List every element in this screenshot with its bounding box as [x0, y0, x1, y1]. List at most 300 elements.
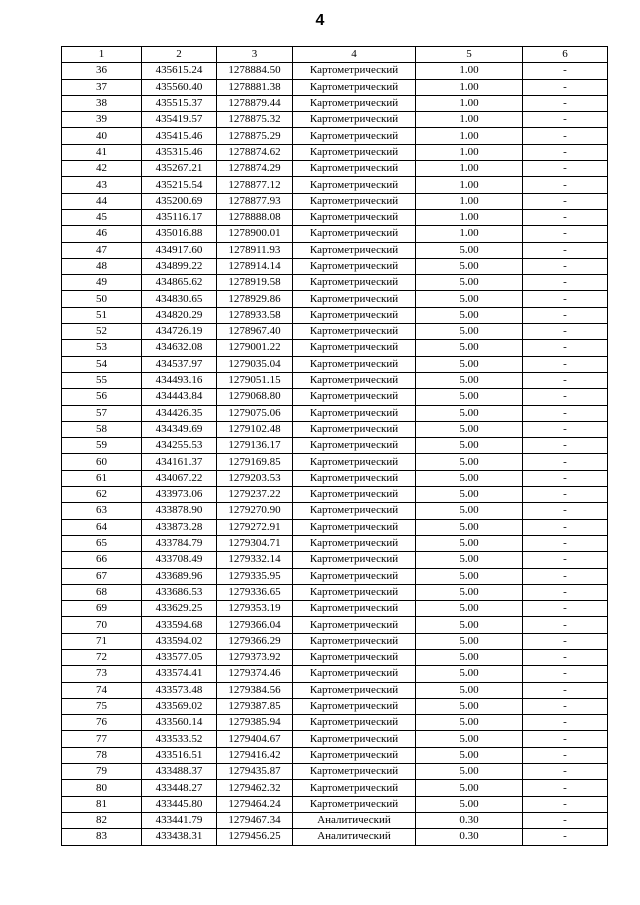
table-cell: 70: [62, 617, 142, 633]
table-row: [62, 682, 608, 698]
table-cell: 1278881.38: [217, 79, 293, 95]
table-cell: Картометрический: [293, 747, 416, 763]
table-cell: 434161.37: [142, 454, 217, 470]
table-cell: 433441.79: [142, 812, 217, 828]
table-cell: 77: [62, 731, 142, 747]
table-row: [62, 780, 608, 796]
table-cell: 1279404.67: [217, 731, 293, 747]
table-cell: 52: [62, 324, 142, 340]
table-cell: Картометрический: [293, 112, 416, 128]
table-cell: Картометрический: [293, 764, 416, 780]
table-cell: Картометрический: [293, 389, 416, 405]
table-cell: 5.00: [416, 372, 523, 388]
table-cell: 1.00: [416, 226, 523, 242]
table-cell: 5.00: [416, 291, 523, 307]
table-cell: 1279001.22: [217, 340, 293, 356]
table-cell: -: [523, 95, 608, 111]
table-cell: 75: [62, 698, 142, 714]
header-cell: 1: [62, 47, 142, 63]
table-cell: 48: [62, 258, 142, 274]
table-cell: Картометрический: [293, 601, 416, 617]
table-row: [62, 487, 608, 503]
table-cell: 5.00: [416, 405, 523, 421]
table-cell: -: [523, 764, 608, 780]
table-cell: -: [523, 291, 608, 307]
table-cell: 434820.29: [142, 307, 217, 323]
table-row: [62, 731, 608, 747]
table-row: [62, 601, 608, 617]
table-cell: 54: [62, 356, 142, 372]
table-cell: -: [523, 307, 608, 323]
table-cell: Картометрический: [293, 95, 416, 111]
table-cell: Картометрический: [293, 242, 416, 258]
header-cell: 3: [217, 47, 293, 63]
table-cell: 5.00: [416, 666, 523, 682]
header-cell: 6: [523, 47, 608, 63]
table-cell: Картометрический: [293, 79, 416, 95]
table-cell: Картометрический: [293, 324, 416, 340]
table-row: [62, 307, 608, 323]
table-cell: -: [523, 421, 608, 437]
table-cell: 1279335.95: [217, 568, 293, 584]
table-cell: 1279304.71: [217, 535, 293, 551]
table-cell: 433438.31: [142, 829, 217, 845]
table-cell: 81: [62, 796, 142, 812]
table-row: [62, 568, 608, 584]
table-cell: 1279035.04: [217, 356, 293, 372]
table-row: [62, 128, 608, 144]
table-cell: Картометрический: [293, 617, 416, 633]
table-cell: 5.00: [416, 535, 523, 551]
table-row: [62, 405, 608, 421]
table-cell: 433973.06: [142, 487, 217, 503]
table-cell: 1278914.14: [217, 258, 293, 274]
table-cell: 435200.69: [142, 193, 217, 209]
table-row: [62, 666, 608, 682]
table-cell: 1.00: [416, 112, 523, 128]
table-cell: 80: [62, 780, 142, 796]
table-cell: -: [523, 552, 608, 568]
table-cell: 435615.24: [142, 63, 217, 79]
table-cell: 1279373.92: [217, 649, 293, 665]
table-cell: 1279336.65: [217, 584, 293, 600]
table-cell: 1.00: [416, 177, 523, 193]
table-row: [62, 226, 608, 242]
table-cell: -: [523, 519, 608, 535]
table-cell: Картометрический: [293, 438, 416, 454]
table-cell: 1279051.15: [217, 372, 293, 388]
table-cell: 5.00: [416, 617, 523, 633]
table-cell: 1278900.01: [217, 226, 293, 242]
table-cell: 64: [62, 519, 142, 535]
table-cell: 83: [62, 829, 142, 845]
table-cell: -: [523, 682, 608, 698]
table-cell: 435560.40: [142, 79, 217, 95]
table-cell: 433689.96: [142, 568, 217, 584]
table-cell: -: [523, 698, 608, 714]
table-cell: 1279203.53: [217, 470, 293, 486]
table-cell: 1278879.44: [217, 95, 293, 111]
table-cell: 5.00: [416, 389, 523, 405]
header-cell: 4: [293, 47, 416, 63]
table-cell: 5.00: [416, 356, 523, 372]
table-cell: 78: [62, 747, 142, 763]
table-cell: 5.00: [416, 747, 523, 763]
table-cell: 1.00: [416, 144, 523, 160]
table-cell: -: [523, 372, 608, 388]
table-cell: 73: [62, 666, 142, 682]
table-cell: -: [523, 731, 608, 747]
table-cell: 1278877.93: [217, 193, 293, 209]
table-cell: -: [523, 438, 608, 454]
table-row: [62, 698, 608, 714]
table-cell: Картометрический: [293, 405, 416, 421]
table-cell: 1278967.40: [217, 324, 293, 340]
table-cell: 5.00: [416, 487, 523, 503]
table-row: [62, 112, 608, 128]
table-cell: Картометрический: [293, 682, 416, 698]
table-cell: 5.00: [416, 764, 523, 780]
table-cell: 1279387.85: [217, 698, 293, 714]
table-cell: -: [523, 79, 608, 95]
table-cell: -: [523, 193, 608, 209]
table-cell: -: [523, 568, 608, 584]
table-cell: 433448.27: [142, 780, 217, 796]
table-cell: -: [523, 454, 608, 470]
table-cell: 39: [62, 112, 142, 128]
table-cell: 433784.79: [142, 535, 217, 551]
table-cell: Аналитический: [293, 812, 416, 828]
table-cell: 5.00: [416, 242, 523, 258]
table-cell: 5.00: [416, 715, 523, 731]
table-row: [62, 193, 608, 209]
table-cell: 1278933.58: [217, 307, 293, 323]
table-cell: 433594.02: [142, 633, 217, 649]
table-cell: Картометрический: [293, 307, 416, 323]
table-cell: 43: [62, 177, 142, 193]
table-row: [62, 438, 608, 454]
table-cell: 435215.54: [142, 177, 217, 193]
table-cell: Картометрический: [293, 649, 416, 665]
table-cell: 76: [62, 715, 142, 731]
table-cell: 1278874.62: [217, 144, 293, 160]
table-cell: 434255.53: [142, 438, 217, 454]
table-cell: -: [523, 487, 608, 503]
table-cell: -: [523, 780, 608, 796]
table-row: [62, 503, 608, 519]
table-cell: 1279353.19: [217, 601, 293, 617]
table-cell: 71: [62, 633, 142, 649]
table-cell: 57: [62, 405, 142, 421]
table-row: [62, 79, 608, 95]
table-cell: 5.00: [416, 698, 523, 714]
table-cell: -: [523, 812, 608, 828]
table-cell: -: [523, 649, 608, 665]
table-cell: 72: [62, 649, 142, 665]
table-cell: Картометрический: [293, 470, 416, 486]
table-cell: -: [523, 356, 608, 372]
table-cell: -: [523, 112, 608, 128]
table-cell: 433533.52: [142, 731, 217, 747]
table-cell: -: [523, 209, 608, 225]
table-cell: 41: [62, 144, 142, 160]
table-cell: Картометрический: [293, 63, 416, 79]
table-cell: 434426.35: [142, 405, 217, 421]
table-cell: Картометрический: [293, 275, 416, 291]
table-cell: 435419.57: [142, 112, 217, 128]
table-cell: 5.00: [416, 307, 523, 323]
table-cell: 435267.21: [142, 161, 217, 177]
table-cell: 434917.60: [142, 242, 217, 258]
table-row: [62, 519, 608, 535]
table-cell: 65: [62, 535, 142, 551]
table-cell: 1279272.91: [217, 519, 293, 535]
table-cell: 1278911.93: [217, 242, 293, 258]
table-cell: 1.00: [416, 63, 523, 79]
table-cell: 45: [62, 209, 142, 225]
table-row: [62, 209, 608, 225]
table-row: [62, 747, 608, 763]
table-cell: 5.00: [416, 470, 523, 486]
table-cell: 50: [62, 291, 142, 307]
table-cell: Картометрический: [293, 780, 416, 796]
table-cell: Картометрический: [293, 519, 416, 535]
table-cell: 1279136.17: [217, 438, 293, 454]
table-cell: 1279374.46: [217, 666, 293, 682]
table-cell: Картометрический: [293, 715, 416, 731]
table-row: [62, 552, 608, 568]
table-cell: 1.00: [416, 161, 523, 177]
table-cell: 1279068.80: [217, 389, 293, 405]
table-cell: 434830.65: [142, 291, 217, 307]
table-header: [62, 47, 608, 63]
table-cell: 55: [62, 372, 142, 388]
header-row: [62, 47, 608, 63]
table-cell: 5.00: [416, 649, 523, 665]
table-cell: 5.00: [416, 633, 523, 649]
table-row: [62, 764, 608, 780]
table-cell: 1279467.34: [217, 812, 293, 828]
table-cell: Картометрический: [293, 128, 416, 144]
table-cell: 1.00: [416, 128, 523, 144]
table-cell: 1278874.29: [217, 161, 293, 177]
table-cell: Картометрический: [293, 144, 416, 160]
table-cell: 44: [62, 193, 142, 209]
table-row: [62, 161, 608, 177]
table-cell: -: [523, 63, 608, 79]
table-cell: Картометрический: [293, 503, 416, 519]
table-cell: 433516.51: [142, 747, 217, 763]
table-cell: -: [523, 144, 608, 160]
table-cell: 435315.46: [142, 144, 217, 160]
table-cell: -: [523, 715, 608, 731]
table-cell: Картометрический: [293, 731, 416, 747]
table-cell: 1279366.04: [217, 617, 293, 633]
table-cell: Картометрический: [293, 372, 416, 388]
table-cell: 74: [62, 682, 142, 698]
table-row: [62, 617, 608, 633]
table-row: [62, 275, 608, 291]
table-row: [62, 454, 608, 470]
table-cell: 5.00: [416, 731, 523, 747]
table-cell: -: [523, 226, 608, 242]
table-row: [62, 291, 608, 307]
table-cell: -: [523, 535, 608, 551]
table-cell: -: [523, 601, 608, 617]
table-cell: 5.00: [416, 552, 523, 568]
table-row: [62, 535, 608, 551]
table-cell: -: [523, 584, 608, 600]
table-cell: 66: [62, 552, 142, 568]
table-cell: 433573.48: [142, 682, 217, 698]
table-cell: 1278875.32: [217, 112, 293, 128]
table-row: [62, 340, 608, 356]
table-cell: 53: [62, 340, 142, 356]
table-cell: 433629.25: [142, 601, 217, 617]
table-cell: 5.00: [416, 324, 523, 340]
table-cell: Картометрический: [293, 177, 416, 193]
table-cell: 434067.22: [142, 470, 217, 486]
table-row: [62, 649, 608, 665]
table-cell: -: [523, 796, 608, 812]
table-row: [62, 63, 608, 79]
table-cell: 49: [62, 275, 142, 291]
table-cell: -: [523, 389, 608, 405]
table-cell: 435016.88: [142, 226, 217, 242]
table-cell: 434493.16: [142, 372, 217, 388]
table-cell: Картометрический: [293, 535, 416, 551]
table-cell: 1.00: [416, 95, 523, 111]
table-cell: -: [523, 829, 608, 845]
table-cell: 1279366.29: [217, 633, 293, 649]
table-cell: 434632.08: [142, 340, 217, 356]
table-cell: 435415.46: [142, 128, 217, 144]
table-cell: -: [523, 324, 608, 340]
table-row: [62, 584, 608, 600]
table-cell: -: [523, 161, 608, 177]
table-cell: 5.00: [416, 340, 523, 356]
table-cell: -: [523, 340, 608, 356]
table-cell: 5.00: [416, 258, 523, 274]
table-cell: -: [523, 633, 608, 649]
table-cell: 1279237.22: [217, 487, 293, 503]
table-body: [62, 63, 608, 845]
table-cell: 1279102.48: [217, 421, 293, 437]
table-cell: Картометрический: [293, 487, 416, 503]
table-cell: 56: [62, 389, 142, 405]
table-cell: Аналитический: [293, 829, 416, 845]
table-cell: 0.30: [416, 829, 523, 845]
table-cell: Картометрический: [293, 552, 416, 568]
table-row: [62, 796, 608, 812]
table-cell: 59: [62, 438, 142, 454]
table-row: [62, 144, 608, 160]
table-cell: 1279462.32: [217, 780, 293, 796]
table-cell: 1279456.25: [217, 829, 293, 845]
table-cell: 68: [62, 584, 142, 600]
table-cell: 82: [62, 812, 142, 828]
table-cell: 433577.05: [142, 649, 217, 665]
table-row: [62, 633, 608, 649]
table-cell: 5.00: [416, 519, 523, 535]
table-cell: Картометрический: [293, 340, 416, 356]
table-row: [62, 715, 608, 731]
table-cell: 1278919.58: [217, 275, 293, 291]
table-cell: 37: [62, 79, 142, 95]
table-cell: Картометрический: [293, 356, 416, 372]
table-cell: 1278875.29: [217, 128, 293, 144]
table-cell: 1279435.87: [217, 764, 293, 780]
table-row: [62, 95, 608, 111]
table-cell: Картометрический: [293, 568, 416, 584]
table-cell: 62: [62, 487, 142, 503]
table-cell: Картометрический: [293, 193, 416, 209]
table-cell: 433686.53: [142, 584, 217, 600]
table-cell: 5.00: [416, 438, 523, 454]
table-cell: 5.00: [416, 682, 523, 698]
table-cell: Картометрический: [293, 226, 416, 242]
table-cell: 433488.37: [142, 764, 217, 780]
table-cell: 47: [62, 242, 142, 258]
table-cell: Картометрический: [293, 291, 416, 307]
table-cell: 434726.19: [142, 324, 217, 340]
table-cell: 5.00: [416, 421, 523, 437]
table-cell: 1278929.86: [217, 291, 293, 307]
table-cell: 1278888.08: [217, 209, 293, 225]
table-cell: 435116.17: [142, 209, 217, 225]
table-cell: 5.00: [416, 780, 523, 796]
table-cell: 5.00: [416, 796, 523, 812]
table-cell: Картометрический: [293, 421, 416, 437]
table-cell: 38: [62, 95, 142, 111]
table-cell: -: [523, 128, 608, 144]
table-cell: 433574.41: [142, 666, 217, 682]
table-cell: -: [523, 617, 608, 633]
table-row: [62, 177, 608, 193]
header-cell: 5: [416, 47, 523, 63]
page-number: 4: [315, 12, 325, 29]
table-row: [62, 372, 608, 388]
table-cell: 5.00: [416, 275, 523, 291]
table-cell: 36: [62, 63, 142, 79]
table-cell: 60: [62, 454, 142, 470]
table-row: [62, 356, 608, 372]
table-cell: 5.00: [416, 503, 523, 519]
table-cell: 1279464.24: [217, 796, 293, 812]
table-cell: 79: [62, 764, 142, 780]
table-cell: 1278877.12: [217, 177, 293, 193]
table-cell: 433873.28: [142, 519, 217, 535]
table-cell: 433708.49: [142, 552, 217, 568]
table-cell: 434899.22: [142, 258, 217, 274]
table-cell: 61: [62, 470, 142, 486]
table-cell: 1278884.50: [217, 63, 293, 79]
table-cell: 433594.68: [142, 617, 217, 633]
table-cell: 69: [62, 601, 142, 617]
table-cell: -: [523, 470, 608, 486]
table-cell: 5.00: [416, 601, 523, 617]
table-cell: 51: [62, 307, 142, 323]
table-cell: 1279169.85: [217, 454, 293, 470]
table-cell: 1279075.06: [217, 405, 293, 421]
table-cell: Картометрический: [293, 584, 416, 600]
table-cell: 5.00: [416, 454, 523, 470]
table-cell: 433878.90: [142, 503, 217, 519]
table-cell: 42: [62, 161, 142, 177]
table-row: [62, 812, 608, 828]
table-cell: -: [523, 405, 608, 421]
table-cell: 433569.02: [142, 698, 217, 714]
